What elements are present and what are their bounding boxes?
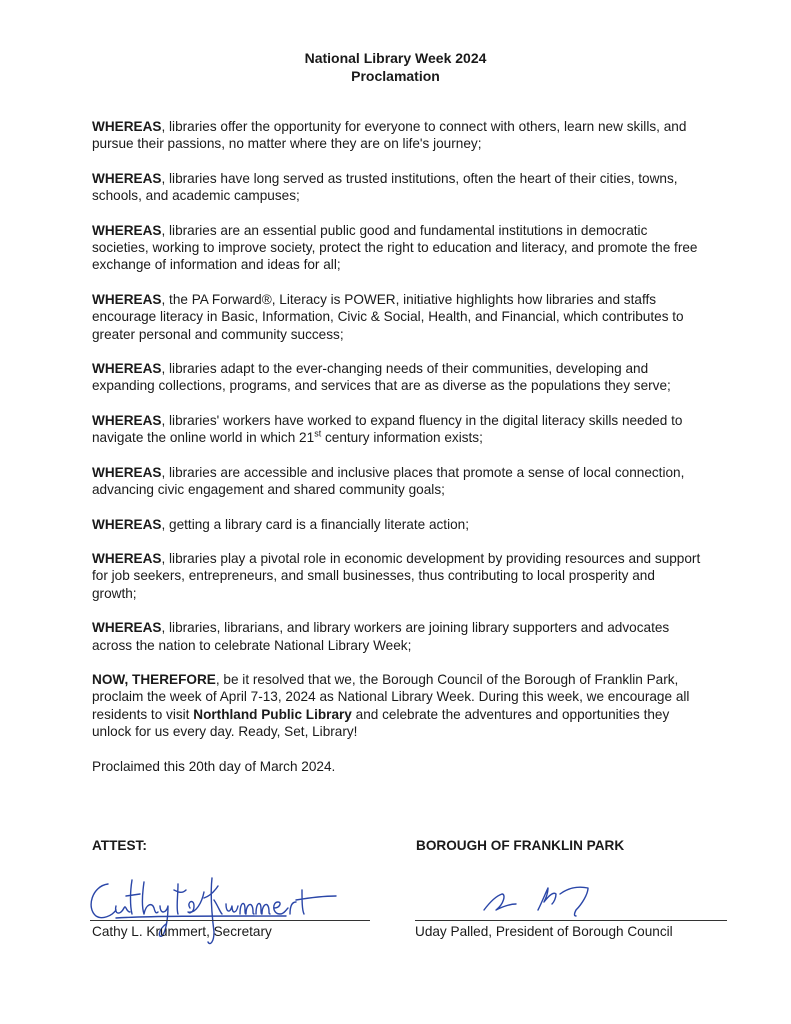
- whereas-paragraph-9: [92, 550, 702, 602]
- whereas-lead: WHEREAS: [92, 412, 162, 428]
- whereas-lead: WHEREAS: [92, 361, 162, 377]
- attest-signature-line: [90, 920, 370, 921]
- whereas-text: , the PA Forward®, Literacy is POWER, initiative highlights how libraries and staffs encourage literacy in Basic, Information, Civic & Social, Health, and Financial, which contributes to greater personal and community success;: [92, 291, 684, 342]
- title-line-1: National Library Week 2024: [304, 50, 487, 66]
- whereas-paragraph-6: [92, 412, 702, 447]
- title-line-2: Proclamation: [351, 68, 440, 84]
- whereas-lead: WHEREAS: [92, 550, 162, 566]
- whereas-paragraph-10: [92, 619, 702, 654]
- whereas-lead: WHEREAS: [92, 620, 162, 636]
- whereas-text: , libraries offer the opportunity for everyone to connect with others, learn new skills, and pursue their passions, no matter where they are on life's journey;: [92, 119, 687, 152]
- whereas-text: , libraries play a pivotal role in economic development by providing resources and support for job seekers, entrepreneurs, and small businesses, thus contributing to local prosperity and growth;: [92, 550, 701, 601]
- whereas-lead: WHEREAS: [92, 119, 162, 134]
- whereas-paragraph-4: [92, 291, 702, 343]
- document-title: [0, 49, 791, 85]
- library-name: Northland Public Library: [193, 706, 352, 722]
- whereas-text: , libraries adapt to the ever-changing needs of their communities, developing and expanding collections, programs, and services that are as diverse as the populations they serve;: [92, 361, 671, 394]
- borough-signature-line: [415, 920, 727, 921]
- president-signature: [476, 880, 616, 924]
- whereas-paragraph-8: [92, 516, 702, 533]
- whereas-text: , libraries are an essential public good and fundamental institutions in democratic societies, working to improve society, protect the right to education and literacy, and promote the free exchange of information and ideas for all;: [92, 222, 698, 273]
- superscript-st: st: [314, 428, 322, 439]
- whereas-lead: WHEREAS: [92, 170, 162, 186]
- whereas-lead: WHEREAS: [92, 291, 162, 307]
- whereas-text: , libraries have long served as trusted institutions, often the heart of their cities, towns, schools, and academic campuses;: [92, 170, 678, 204]
- proclaimed-date: Proclaimed this 20th day of March 2024.: [92, 758, 336, 774]
- president-name: Uday Palled, President of Borough Council: [415, 924, 673, 939]
- whereas-paragraph-3: [92, 222, 702, 274]
- resolution-text-1: , be it resolved that we, the Borough Council of the Borough of Franklin Park, proclaim the week of April 7-13, 2024 as National Library Week. During this week, we encourage all residents to visit: [92, 671, 690, 722]
- whereas-lead: WHEREAS: [92, 222, 162, 238]
- attest-label: ATTEST:: [92, 838, 147, 853]
- whereas-paragraph-7: [92, 464, 702, 499]
- attest-name: Cathy L. Krummert, Secretary: [92, 924, 272, 939]
- resolution-lead: NOW, THEREFORE: [92, 671, 216, 687]
- whereas-paragraph-2: [92, 170, 702, 205]
- whereas-paragraph-5: [92, 360, 702, 395]
- whereas-lead: WHEREAS: [92, 516, 162, 532]
- whereas-lead: WHEREAS: [92, 464, 162, 480]
- proclamation-body: [92, 118, 702, 792]
- whereas-text: , libraries' workers have worked to expand fluency in the digital literacy skills needed to navigate the online world in which 21: [92, 412, 683, 446]
- attest-signature: [86, 872, 356, 956]
- whereas-paragraph-1: [92, 118, 702, 153]
- resolution-text-2: and celebrate the adventures and opportunities they unlock for us every day. Ready, Set, Library!: [92, 706, 670, 740]
- whereas-text: , libraries are accessible and inclusive places that promote a sense of local connection, advancing civic engagement and shared community goals;: [92, 464, 685, 498]
- whereas-text-end: century information exists;: [321, 430, 483, 446]
- resolution-paragraph: [92, 671, 702, 741]
- borough-label: BOROUGH OF FRANKLIN PARK: [416, 838, 625, 853]
- whereas-text: , libraries, librarians, and library workers are joining library supporters and advocates across the nation to celebrate National Library Week;: [92, 620, 670, 653]
- whereas-text: , getting a library card is a financially literate action;: [161, 516, 470, 532]
